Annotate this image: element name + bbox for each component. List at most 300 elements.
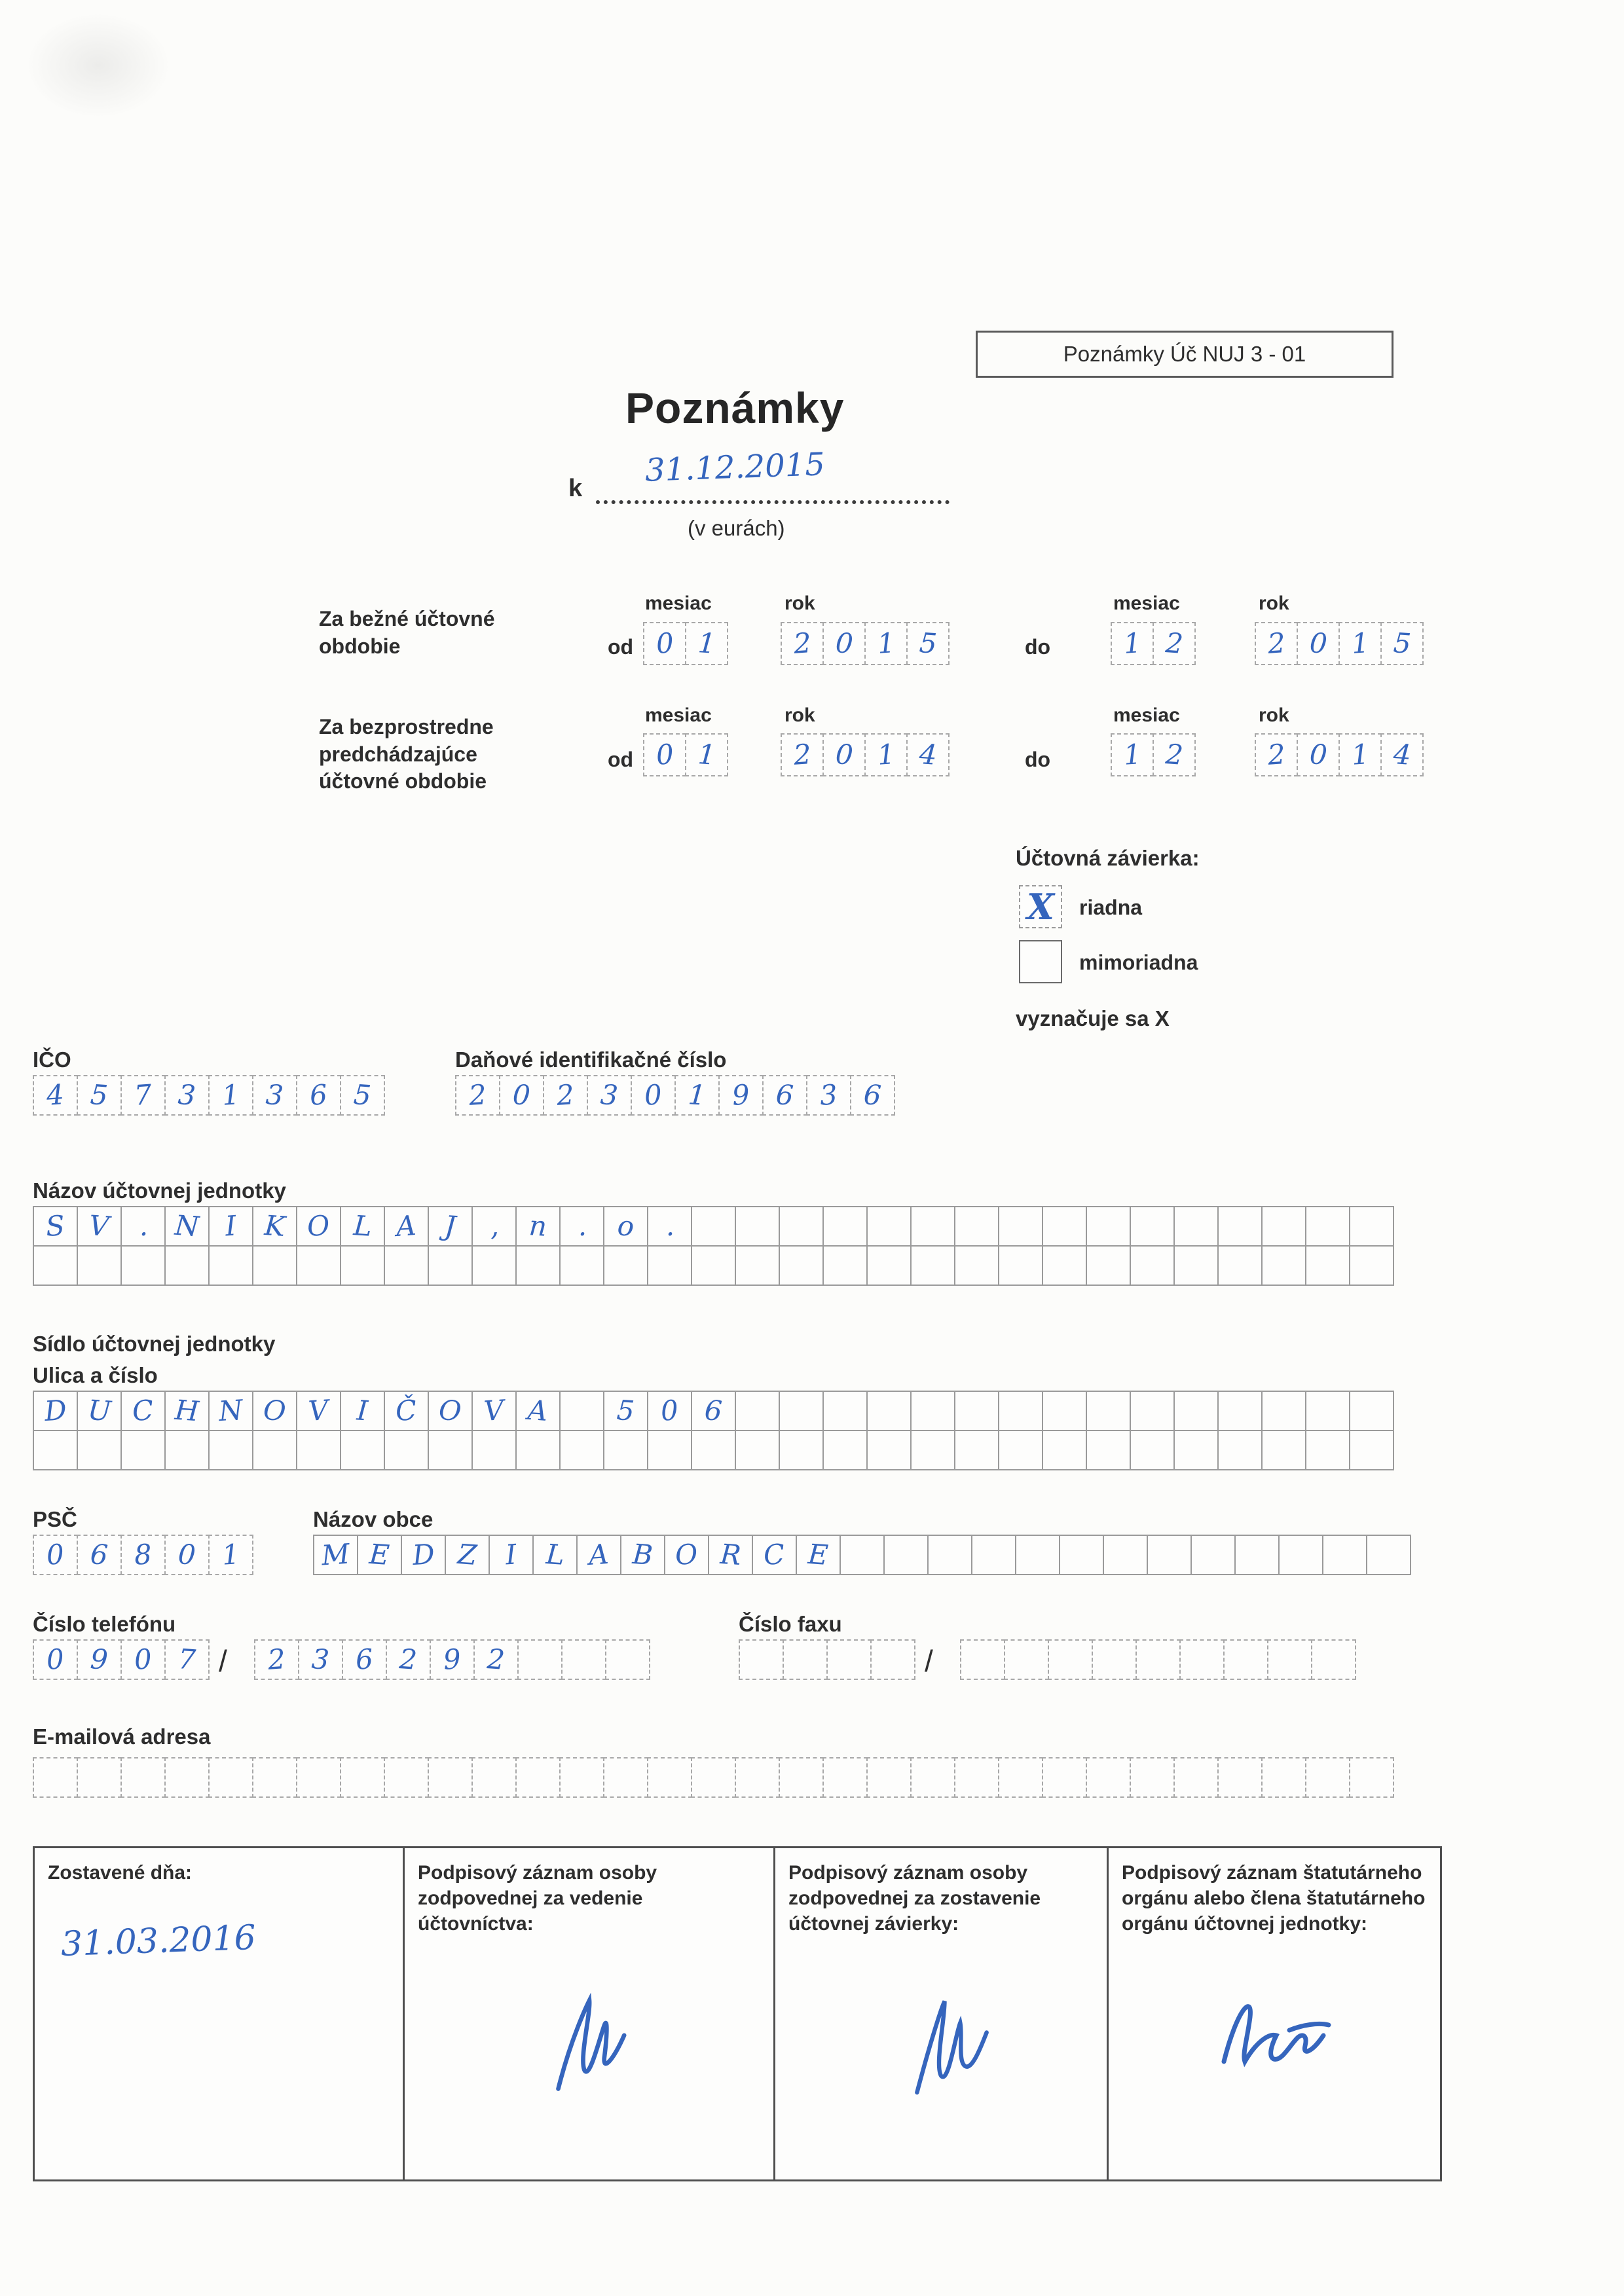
grid-cell: [603, 1245, 648, 1286]
grid-cell: [822, 1206, 868, 1247]
grid-cell: [428, 1757, 473, 1798]
grid-cell: [647, 1757, 692, 1798]
grid-cell: [806, 1075, 851, 1116]
grid-cell: [33, 1075, 78, 1116]
footer-cell-zostavenie: [773, 1848, 1107, 2179]
grid-cell: [1042, 1245, 1087, 1286]
grid-cell: [927, 1535, 972, 1575]
zavierka-title: Účtovná závierka:: [1016, 846, 1200, 870]
grid-cell: [735, 1430, 780, 1470]
grid-cell: [735, 1391, 780, 1431]
grid-cell: [822, 1245, 868, 1286]
grid-cell: [866, 1245, 912, 1286]
grid-cell: [779, 1206, 824, 1247]
grid-cell-char: .: [576, 1209, 587, 1243]
grid-cell: [822, 622, 866, 665]
grid-cell: [77, 1430, 122, 1470]
grid-cell: [1130, 1245, 1175, 1286]
grid-cell: [762, 1075, 807, 1116]
grid-cell: [340, 1245, 385, 1286]
period2-mesiac-label-do: mesiac: [1113, 704, 1180, 726]
grid-cell: [342, 1639, 387, 1680]
grid-cell: [33, 1391, 78, 1431]
grid-cell: [1380, 622, 1424, 665]
grid-cell: [779, 1757, 824, 1798]
grid-cell: [647, 1206, 692, 1247]
grid-cell-char: 0: [45, 1538, 65, 1571]
ulica-grid-row1: [33, 1391, 1394, 1431]
grid-cell: [620, 1535, 665, 1575]
grid-cell-char: U: [86, 1393, 112, 1428]
grid-cell: [252, 1757, 297, 1798]
grid-cell: [252, 1245, 297, 1286]
grid-cell: [1111, 733, 1154, 776]
signature-vedenie-icon: [514, 1983, 665, 2107]
grid-cell: [954, 1391, 999, 1431]
grid-cell-char: 1: [221, 1538, 241, 1571]
ico-label: IČO: [33, 1048, 71, 1072]
period1-label-line2: obdobie: [319, 634, 401, 658]
grid-cell: [960, 1639, 1005, 1680]
grid-cell: [1059, 1535, 1104, 1575]
grid-cell: [430, 1639, 475, 1680]
grid-cell-char: 0: [643, 1078, 663, 1112]
tel-boxes-prefix: [33, 1639, 210, 1680]
grid-cell: [998, 1430, 1043, 1470]
grid-cell: [576, 1535, 621, 1575]
grid-cell-char: 1: [1350, 627, 1371, 660]
grid-cell: [822, 733, 866, 776]
grid-cell: [739, 1639, 784, 1680]
grid-cell: [691, 1757, 736, 1798]
period1-label-line1: Za bežné účtovné: [319, 607, 495, 630]
grid-cell: [1086, 1757, 1131, 1798]
grid-cell: [866, 1206, 912, 1247]
grid-cell: [1130, 1206, 1175, 1247]
page-title: Poznámky: [625, 384, 845, 432]
grid-cell: [1278, 1535, 1323, 1575]
statutar-label: Podpisový záznam štatutárneho orgánu alebo člena štatutárneho orgánu účtovnej jednotky:: [1122, 1862, 1426, 1935]
grid-cell: [208, 1535, 253, 1575]
grid-cell-char: 0: [654, 738, 675, 771]
grid-cell-char: B: [631, 1537, 654, 1572]
grid-cell: [998, 1391, 1043, 1431]
grid-cell: [1042, 1206, 1087, 1247]
grid-cell: [120, 1535, 166, 1575]
grid-cell: [1305, 1245, 1350, 1286]
grid-cell: [164, 1639, 210, 1680]
grid-cell: [1255, 733, 1298, 776]
fax-boxes-prefix: [739, 1639, 915, 1680]
grid-cell: [587, 1075, 632, 1116]
grid-cell: [971, 1535, 1016, 1575]
grid-cell: [1255, 622, 1298, 665]
grid-cell: [77, 1639, 122, 1680]
checkbox-riadna-mark: X: [1027, 886, 1054, 928]
grid-cell: [826, 1639, 872, 1680]
grid-cell: [1086, 1391, 1131, 1431]
grid-cell: [998, 1206, 1043, 1247]
grid-cell-char: V: [307, 1394, 330, 1427]
ulica-grid: [33, 1391, 1394, 1470]
grid-cell: [33, 1757, 78, 1798]
grid-cell: [254, 1639, 299, 1680]
tel-boxes-number: [254, 1639, 650, 1680]
period1-od-rok-boxes: [781, 622, 950, 665]
grid-cell: [559, 1245, 604, 1286]
grid-cell: [489, 1535, 534, 1575]
grid-cell: [603, 1430, 648, 1470]
signature-zostavenie: [869, 1986, 1013, 2107]
grid-cell-char: L: [352, 1209, 373, 1243]
grid-cell: [515, 1391, 561, 1431]
grid-cell: [471, 1206, 517, 1247]
grid-cell-char: A: [395, 1209, 418, 1243]
grid-cell: [910, 1757, 955, 1798]
grid-cell: [1297, 622, 1340, 665]
dic-label: Daňové identifikačné číslo: [455, 1048, 727, 1072]
currency-note: (v eurách): [688, 516, 785, 540]
grid-cell: [735, 1206, 780, 1247]
grid-cell: [1349, 1206, 1394, 1247]
period1-rok-label-do: rok: [1259, 592, 1289, 614]
grid-cell: [864, 622, 908, 665]
grid-cell: [77, 1206, 122, 1247]
grid-cell: [296, 1206, 341, 1247]
grid-cell-char: 6: [775, 1078, 795, 1112]
grid-cell-char: 6: [862, 1078, 883, 1112]
grid-cell: [822, 1391, 868, 1431]
grid-cell: [384, 1391, 429, 1431]
grid-cell: [1311, 1639, 1356, 1680]
grid-cell-char: N: [217, 1393, 244, 1428]
grid-cell-char: 6: [354, 1643, 375, 1676]
grid-cell-char: 5: [89, 1078, 109, 1112]
grid-cell: [1338, 733, 1382, 776]
grid-cell: [296, 1391, 341, 1431]
grid-cell: [1261, 1245, 1306, 1286]
period1-od-label: od: [608, 635, 634, 659]
grid-cell: [499, 1075, 544, 1116]
grid-cell-char: 0: [1308, 627, 1329, 660]
grid-cell: [1173, 1391, 1219, 1431]
grid-cell: [1366, 1535, 1411, 1575]
zostavene-label: Zostavené dňa:: [48, 1862, 193, 1884]
grid-cell: [1190, 1535, 1236, 1575]
zostavenie-label: Podpisový záznam osoby zodpovednej za zostavenie účtovnej závierky:: [788, 1862, 1041, 1935]
grid-cell: [252, 1075, 297, 1116]
grid-cell-char: D: [411, 1537, 435, 1572]
grid-cell: [1111, 622, 1154, 665]
grid-cell-char: H: [174, 1393, 200, 1428]
grid-cell: [428, 1430, 473, 1470]
grid-cell: [779, 1391, 824, 1431]
nazov-grid: [33, 1206, 1394, 1286]
grid-cell: [120, 1206, 166, 1247]
grid-cell-char: 3: [265, 1078, 285, 1112]
grid-cell-char: 4: [1392, 738, 1412, 771]
grid-cell: [998, 1245, 1043, 1286]
grid-cell-char: 7: [177, 1643, 197, 1676]
grid-cell: [559, 1757, 604, 1798]
grid-cell-char: 0: [133, 1643, 153, 1676]
grid-cell-char: O: [306, 1209, 331, 1243]
grid-cell: [445, 1535, 490, 1575]
grid-cell: [870, 1639, 915, 1680]
form-code-box: [976, 331, 1393, 378]
footer-cell-vedenie: [403, 1848, 773, 2179]
grid-cell: [603, 1391, 648, 1431]
grid-cell-char: 3: [177, 1078, 197, 1112]
grid-cell: [822, 1430, 868, 1470]
grid-cell: [340, 1075, 385, 1116]
grid-cell-char: 8: [133, 1538, 153, 1571]
grid-cell-char: .: [664, 1209, 675, 1243]
grid-cell-char: 9: [89, 1643, 109, 1676]
grid-cell: [647, 1430, 692, 1470]
period2-do-label: do: [1025, 748, 1051, 771]
grid-cell: [77, 1245, 122, 1286]
grid-cell: [33, 1206, 78, 1247]
grid-cell: [906, 622, 950, 665]
grid-cell-char: ,: [489, 1209, 500, 1243]
grid-cell: [471, 1757, 517, 1798]
grid-cell: [252, 1430, 297, 1470]
grid-cell: [779, 1430, 824, 1470]
grid-cell: [1297, 733, 1340, 776]
period2-od-mesiac-boxes: [643, 733, 728, 776]
date-dotted-line: [596, 500, 950, 504]
grid-cell-char: I: [224, 1209, 238, 1243]
grid-cell: [866, 1757, 912, 1798]
grid-cell-char: 5: [352, 1078, 373, 1112]
grid-cell: [1135, 1639, 1181, 1680]
grid-cell: [561, 1639, 606, 1680]
grid-cell-char: 9: [731, 1078, 751, 1112]
grid-cell: [77, 1391, 122, 1431]
grid-cell: [1042, 1430, 1087, 1470]
grid-cell: [735, 1757, 780, 1798]
grid-cell-char: Č: [394, 1393, 418, 1428]
grid-cell: [384, 1245, 429, 1286]
grid-cell-char: Z: [456, 1538, 478, 1571]
grid-cell-char: 2: [1266, 627, 1287, 660]
grid-cell-char: 6: [703, 1394, 724, 1427]
grid-cell-char: 0: [654, 627, 675, 660]
grid-cell: [603, 1757, 648, 1798]
grid-cell: [517, 1639, 563, 1680]
period2-mesiac-label-od: mesiac: [645, 704, 712, 726]
grid-cell: [1305, 1757, 1350, 1798]
grid-cell: [866, 1391, 912, 1431]
period2-od-rok-boxes: [781, 733, 950, 776]
footer-cell-statutar: [1107, 1848, 1444, 2179]
period2-rok-label-do: rok: [1259, 704, 1289, 726]
grid-cell: [428, 1391, 473, 1431]
psc-label: PSČ: [33, 1507, 77, 1531]
grid-cell: [1130, 1391, 1175, 1431]
grid-cell: [691, 1391, 736, 1431]
grid-cell: [954, 1430, 999, 1470]
riadna-label: riadna: [1079, 896, 1143, 919]
grid-cell: [685, 733, 728, 776]
dic-boxes: [455, 1075, 895, 1116]
grid-cell-char: C: [131, 1393, 155, 1428]
mimoriadna-label: mimoriadna: [1079, 951, 1198, 974]
grid-cell-char: 0: [834, 627, 855, 660]
grid-cell: [1130, 1757, 1175, 1798]
grid-cell-char: n: [528, 1209, 548, 1243]
signature-statutar-icon: [1194, 1977, 1358, 2081]
grid-cell: [340, 1757, 385, 1798]
grid-cell-char: 1: [876, 738, 896, 771]
grid-cell: [357, 1535, 402, 1575]
k-label: k: [568, 475, 583, 502]
checkbox-riadna: [1019, 885, 1062, 928]
grid-cell: [208, 1430, 253, 1470]
grid-cell: [691, 1245, 736, 1286]
grid-cell: [1322, 1535, 1367, 1575]
grid-cell-char: K: [263, 1209, 286, 1243]
grid-cell-char: o: [616, 1209, 635, 1243]
grid-cell: [77, 1757, 122, 1798]
grid-cell-char: O: [262, 1393, 287, 1428]
grid-cell: [384, 1430, 429, 1470]
period2-do-mesiac-boxes: [1111, 733, 1196, 776]
grid-cell: [120, 1391, 166, 1431]
grid-cell: [208, 1391, 253, 1431]
period1-rok-label-od: rok: [784, 592, 815, 614]
grid-cell-char: 1: [1122, 738, 1143, 771]
grid-cell-char: 6: [89, 1538, 109, 1571]
grid-cell-char: O: [437, 1393, 463, 1428]
grid-cell: [1217, 1757, 1263, 1798]
grid-cell-char: 2: [468, 1078, 488, 1112]
grid-cell: [647, 1245, 692, 1286]
psc-boxes: [33, 1535, 253, 1575]
grid-cell: [33, 1639, 78, 1680]
nazov-grid-row2: [33, 1245, 1394, 1286]
obec-boxes: [313, 1535, 1411, 1575]
grid-cell: [296, 1430, 341, 1470]
grid-cell-char: 3: [310, 1643, 331, 1676]
grid-cell: [120, 1639, 166, 1680]
grid-cell: [1179, 1639, 1225, 1680]
signature-statutar: [1194, 1977, 1358, 2081]
grid-cell: [1086, 1245, 1131, 1286]
grid-cell: [384, 1206, 429, 1247]
tel-separator: /: [219, 1644, 227, 1678]
grid-cell: [164, 1757, 210, 1798]
grid-cell: [735, 1245, 780, 1286]
grid-cell: [1048, 1639, 1093, 1680]
grid-cell: [386, 1639, 431, 1680]
grid-cell-char: 2: [1266, 738, 1287, 771]
grid-cell: [781, 733, 824, 776]
grid-cell: [910, 1245, 955, 1286]
grid-cell: [515, 1206, 561, 1247]
grid-cell: [1380, 733, 1424, 776]
grid-cell: [1217, 1245, 1263, 1286]
grid-cell: [515, 1757, 561, 1798]
grid-cell: [384, 1757, 429, 1798]
grid-cell: [296, 1757, 341, 1798]
grid-cell: [1173, 1757, 1219, 1798]
grid-cell: [428, 1245, 473, 1286]
grid-cell: [1153, 622, 1196, 665]
grid-cell: [1267, 1639, 1312, 1680]
grid-cell: [866, 1430, 912, 1470]
grid-cell: [164, 1391, 210, 1431]
grid-cell: [1217, 1391, 1263, 1431]
grid-cell-char: I: [356, 1394, 369, 1427]
grid-cell-char: 5: [616, 1394, 636, 1427]
grid-cell: [1004, 1639, 1049, 1680]
grid-cell-char: 2: [398, 1643, 418, 1676]
period1-mesiac-label-do: mesiac: [1113, 592, 1180, 614]
grid-cell: [1217, 1430, 1263, 1470]
grid-cell-char: N: [174, 1209, 200, 1243]
grid-cell-char: L: [544, 1538, 566, 1571]
grid-cell: [910, 1206, 955, 1247]
grid-cell-char: E: [807, 1537, 830, 1572]
grid-cell: [796, 1535, 841, 1575]
grid-cell: [164, 1535, 210, 1575]
grid-cell-char: 1: [1122, 627, 1143, 660]
grid-cell: [822, 1757, 868, 1798]
grid-cell: [471, 1245, 517, 1286]
grid-cell-char: 0: [1308, 738, 1329, 771]
period2-label-line1: Za bezprostredne: [319, 715, 494, 738]
grid-cell-char: 2: [792, 738, 813, 771]
email-boxes: [33, 1757, 1394, 1798]
grid-cell: [164, 1206, 210, 1247]
checkbox-mimoriadna: [1019, 940, 1062, 983]
period1-do-rok-boxes: [1255, 622, 1424, 665]
fax-separator: /: [925, 1644, 933, 1678]
grid-cell: [340, 1430, 385, 1470]
grid-cell: [1349, 1391, 1394, 1431]
report-date-handwritten: 31.12.2015: [644, 446, 826, 489]
period1-label: [319, 606, 607, 660]
grid-cell-char: V: [483, 1394, 506, 1427]
grid-cell: [1261, 1206, 1306, 1247]
grid-cell: [208, 1206, 253, 1247]
grid-cell: [603, 1206, 648, 1247]
grid-cell: [783, 1639, 828, 1680]
grid-cell-char: 5: [1392, 627, 1412, 660]
grid-cell: [208, 1245, 253, 1286]
nazov-grid-row1: [33, 1206, 1394, 1247]
grid-cell: [473, 1639, 519, 1680]
grid-cell: [1086, 1206, 1131, 1247]
grid-cell: [1349, 1245, 1394, 1286]
grid-cell-char: J: [443, 1209, 457, 1243]
grid-cell: [33, 1430, 78, 1470]
grid-cell: [708, 1535, 753, 1575]
grid-cell: [954, 1206, 999, 1247]
email-label: E-mailová adresa: [33, 1724, 211, 1749]
grid-cell-char: E: [368, 1537, 391, 1572]
grid-cell: [33, 1245, 78, 1286]
grid-cell: [1042, 1391, 1087, 1431]
grid-cell-char: 2: [1164, 738, 1185, 771]
grid-cell: [674, 1075, 720, 1116]
ulica-label: Ulica a číslo: [33, 1363, 158, 1387]
grid-cell-char: 3: [599, 1078, 619, 1112]
grid-cell: [340, 1206, 385, 1247]
grid-cell: [559, 1206, 604, 1247]
